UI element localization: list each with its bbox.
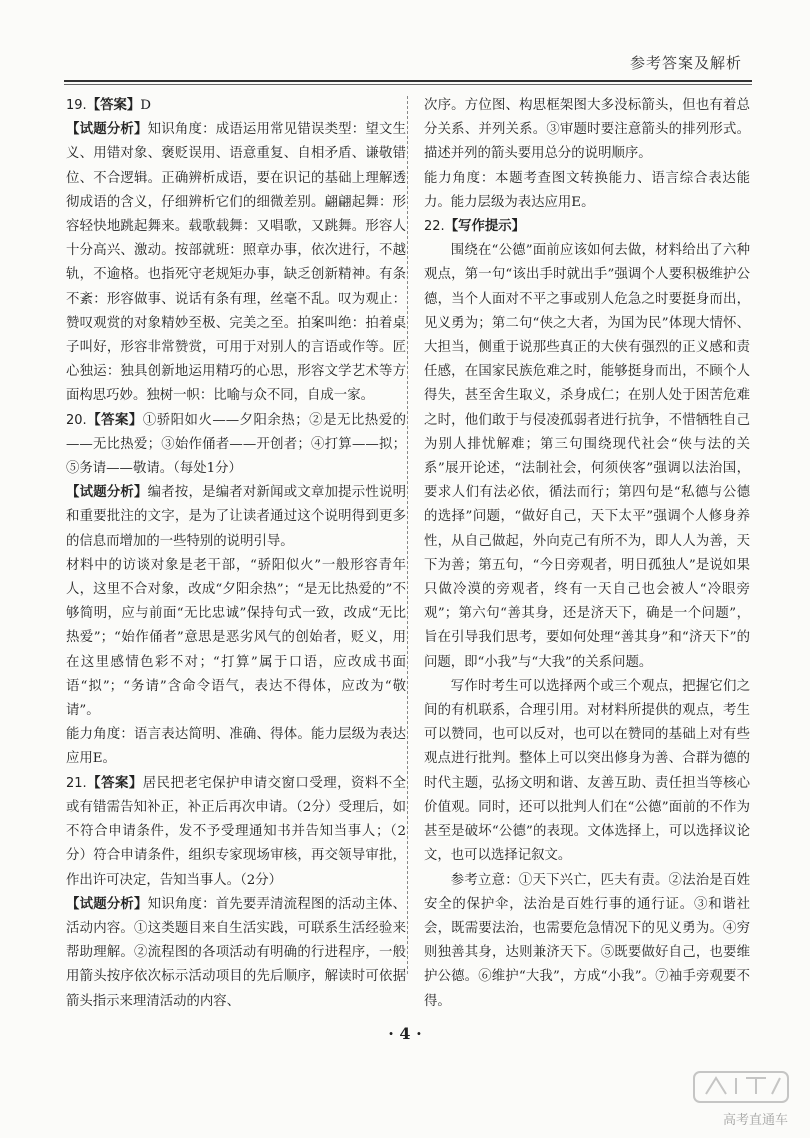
left-column <box>66 94 406 1014</box>
q20-analysis-text1: 编者按，是编者对新闻或文章加提示性说明和重要批注的文字，是为了让读者通过这个说明得到更多的信息而增加的一些特别的说明引导。 <box>66 485 407 549</box>
q19-answer-tag: 【答案】 <box>86 98 141 113</box>
q19-answer-text: D <box>140 98 151 113</box>
q21-number: 21. <box>66 775 87 791</box>
q20-ability: 能力角度：语言表达简明、准确、得体。能力层级为表达应用E。 <box>66 727 406 767</box>
q21-analysis <box>66 893 406 1014</box>
q20-answer <box>66 409 406 482</box>
q21-analysis-text: 知识角度：首先要弄清流程图的活动主体、活动内容。①这类题目来自生活实践，可联系生活经验来帮助理解。②流程图的各项活动有明确的行进程序，一般用箭头按序依次标示活动项目的先后顺序，解读时可依据箭头指示来理清活动的内容、 <box>66 896 407 1009</box>
q22-paragraph1: 围绕在“公德”面前应该如何去做，材料给出了六种观点，第一句“该出手时就出手”强调个人要积极维护公德，当个人面对不平之事或别人危急之时要挺身而出，见义勇为；第二句“侠之大者，为国为民”体现大情怀、大担当，侧重于说那些真正的大侠有强烈的正义感和责任感，在国家民族危难之时，能够挺身而出，不顾个人得失，甚至舍生取义，杀身成仁；在别人处于困苦危难之时，他们敢于与侵凌孤弱者进行抗争，不惜牺牲自己为别人排忧解难；第三句围绕现代社会“侠与法的关系”展开论述，“法制社会，何须侠客”强调以法治国，要求人们有法必依，循法而行；第四句是“私德与公德的选择”问题，“做好自己，天下太平”强调个人修身养性，从自己做起，外向克己有所不为，即人人为善，天下为善；第五句，“今日旁观者，明日孤独人”是说如果只做冷漠的旁观者，终有一天自己也会被人“冷眼旁观”；第六句“善其身，还是济天下，确是一个问题”，旨在引导我们思考，要如何处理“善其身”和“济天下”的问题，即“小我”与“大我”的关系问题。 <box>424 243 750 670</box>
q19-answer <box>66 94 406 118</box>
watermark-logo-icon <box>686 1068 796 1108</box>
column-divider <box>407 96 408 974</box>
q22-paragraph2: 写作时考生可以选择两个或三个观点，把握它们之间的有机联系，合理引用。对材料所提供的观点，考生可以赞同，也可以反对，也可以在赞同的基础上对有些观点进行批判。整体上可以突出修身为善、合群为德的时代主题，弘扬文明和谐、友善互助、责任担当等核心价值观。同时，还可以批判人们在“公德”面前的不作为甚至是破坏“公德”的表现。文体选择上，可以选择议论文，也可以选择记叙文。 <box>424 678 750 864</box>
q20-analysis-tag: 【试题分析】 <box>66 485 148 501</box>
q19-analysis-text: 知识角度：成语运用常见错误类型：望文生义、用错对象、褒贬误用、语意重复、自相矛盾、谦敬错位、不合逻辑。正确辨析成语，要在识记的基础上理解透彻成语的含义，仔细辨析它们的细微差别。翩翩起舞：形容轻快地跳起舞来。载歌载舞：又唱歌，又跳舞。形容人十分高兴、激动。按部就班：照章办事，依次进行，不越轨，不逾格。也指死守老规矩办事，缺乏创新精神。有条不紊：形容做事、说话有条有理，丝毫不乱。叹为观止：赞叹观赏的对象精妙至极、完美之至。拍案叫绝：拍着桌子叫好，形容非常赞赏，可用于对别人的言语或作等。匠心独运：独具创新地运用精巧的心思，形容文学艺术等方面构思巧妙。独树一帜：比喻与众不同，自成一家。 <box>66 122 407 404</box>
q20-analysis-paragraph2: 材料中的访谈对象是老干部，“骄阳似火”一般形容青年人，这里不合对象，改成“夕阳余热”；“是无比热爱的”不够简明，应与前面“无比忠诚”保持句式一致，改成“无比热爱”；“始作俑者”意思是恶劣风气的创始者，贬义，用在这里感情色彩不对；“打算”属于口语，应改成书面语“拟”；“务请”含命令语气，表达不得体，应改为“敬请”。 <box>66 557 406 719</box>
q22-tag: 【写作提示】 <box>444 219 526 235</box>
q21-analysis-tag: 【试题分析】 <box>66 896 148 912</box>
page-header-title: 参考答案及解析 <box>629 54 742 72</box>
q21-answer-tag: 【答案】 <box>86 775 143 791</box>
q22-heading <box>424 215 750 239</box>
q21-answer-text: 居民把老宅保护申请交窗口受理，资料不全或有错需告知补正，补正后再次申请。（2分）受理后，如不符合申请条件，发不予受理通知书并告知当事人；（2分）符合申请条件，组织专家现场审核，再交领导审批，作出许可决定，告知当事人。（2分） <box>66 775 407 888</box>
q19-number: 19. <box>66 98 87 113</box>
q21-analysis-continued: 次序。方位图、构思框架图大多没标箭头，但也有着总分关系、并列关系。③审题时要注意箭头的排列形式。描述并列的箭头要用总分的说明顺序。 <box>424 98 750 162</box>
page-number: · 4 · <box>388 1024 422 1043</box>
q19-analysis-tag: 【试题分析】 <box>66 122 148 138</box>
q20-analysis <box>66 481 406 554</box>
q21-answer <box>66 772 406 893</box>
watermark-text: 高考直通车 <box>722 1113 788 1128</box>
q20-answer-text: ①骄阳如火——夕阳余热；②是无比热爱的——无比热爱；③始作俑者——开创者；④打算——拟；⑤务请——敬请。（每处1分） <box>66 412 407 477</box>
q19-analysis <box>66 118 406 408</box>
q22-number: 22. <box>424 219 445 235</box>
q22-paragraph3: 参考立意：①天下兴亡，匹夫有责。②法治是百姓安全的保护伞，法治是百姓行事的通行证。③和谐社会，既需要法治，也需要危急情况下的见义勇为。④穷则独善其身，达则兼济天下。⑤既要做好自己，也要维护公德。⑥维护“大我”，方成“小我”。⑦袖手旁观要不得。 <box>424 872 750 1009</box>
q20-number: 20. <box>66 412 87 428</box>
header-rule <box>64 80 752 82</box>
header-rule-thin <box>64 84 752 85</box>
watermark-logo <box>686 1068 796 1132</box>
q20-answer-tag: 【答案】 <box>86 412 143 428</box>
right-column <box>424 94 750 1014</box>
q21-ability: 能力角度：本题考查图文转换能力、语言综合表达能力。能力层级为表达应用E。 <box>424 170 750 210</box>
